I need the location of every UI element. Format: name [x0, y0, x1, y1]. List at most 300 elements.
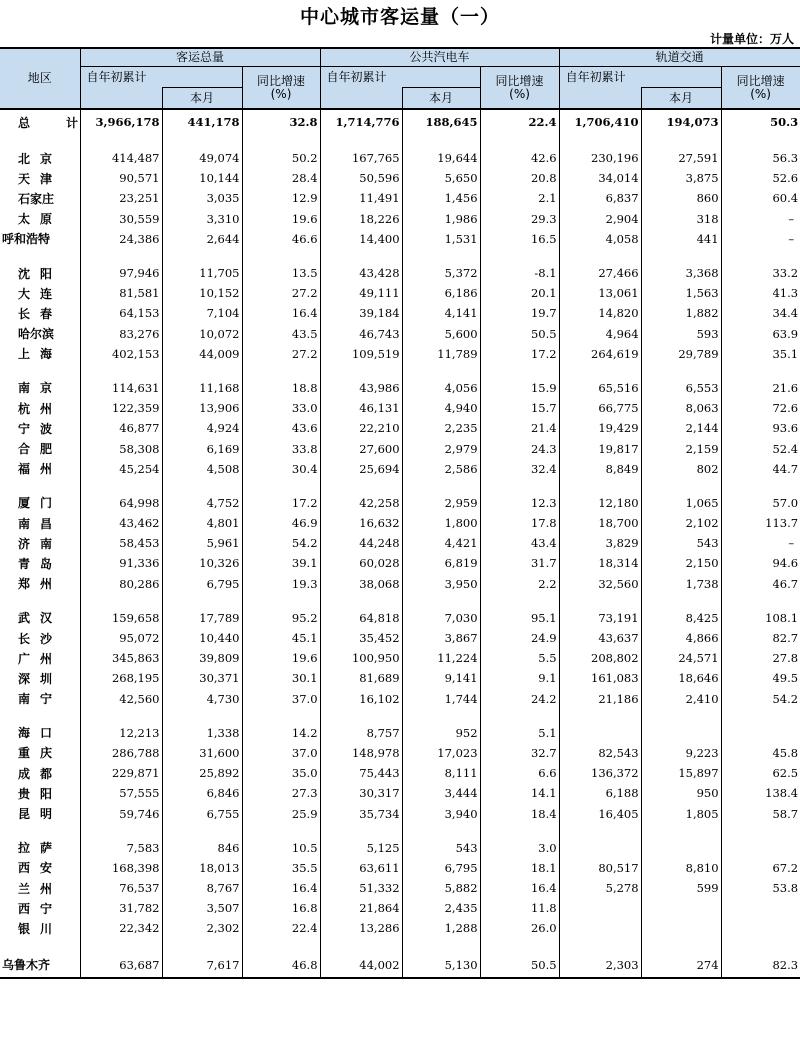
table-cell: 12.9 [242, 188, 320, 208]
table-cell: 21,864 [320, 898, 402, 918]
table-row [0, 783, 800, 803]
city-name: 长春 [18, 306, 63, 321]
table-cell: 6,837 [559, 188, 641, 208]
table-cell: 90,571 [80, 168, 162, 188]
table-row [0, 303, 800, 323]
city-name: 深圳 [18, 671, 63, 686]
spacer-row [0, 594, 800, 608]
table-cell: 229,871 [80, 763, 162, 783]
table-cell: 24,571 [641, 648, 721, 668]
table-cell: 2,302 [162, 918, 242, 938]
table-cell: 25.9 [242, 803, 320, 823]
table-cell: 76,537 [80, 878, 162, 898]
table-cell: 34.4 [721, 303, 800, 323]
table-cell: 52.4 [721, 438, 800, 458]
table-cell: 44.7 [721, 459, 800, 479]
table-cell: 109,519 [320, 344, 402, 364]
city-name: 石家庄 [18, 191, 55, 206]
city-name: 海口 [18, 726, 63, 741]
table-cell: 30,371 [162, 668, 242, 688]
table-cell: 4,801 [162, 513, 242, 533]
table-cell: 43,986 [320, 378, 402, 398]
table-cell: 5.5 [480, 648, 559, 668]
table-cell: 230,196 [559, 148, 641, 168]
table-cell [559, 838, 641, 858]
table-cell: 4,058 [559, 229, 641, 249]
table-row [0, 953, 800, 978]
table-cell: 4,964 [559, 324, 641, 344]
table-body [0, 109, 800, 978]
table-cell: 11,789 [402, 344, 480, 364]
table-cell: 45.1 [242, 628, 320, 648]
table-row [0, 168, 800, 188]
table-cell: 1,065 [641, 493, 721, 513]
pct-header: 同比增速 (%) [721, 67, 800, 110]
table-cell: 1,456 [402, 188, 480, 208]
table-cell: 3,940 [402, 803, 480, 823]
table-cell: 27.3 [242, 783, 320, 803]
table-cell: 32.8 [242, 109, 320, 134]
table-cell: 2,235 [402, 418, 480, 438]
table-row [0, 574, 800, 594]
city-name: 福州 [18, 462, 63, 477]
table-cell: 24.3 [480, 438, 559, 458]
table-cell: 18.8 [242, 378, 320, 398]
table-cell: 18,013 [162, 858, 242, 878]
table-cell: 18.1 [480, 858, 559, 878]
table-cell: 95.1 [480, 608, 559, 628]
table-cell: 60,028 [320, 553, 402, 573]
table-cell: 4,056 [402, 378, 480, 398]
table-cell: 63.9 [721, 324, 800, 344]
table-cell: 21,186 [559, 689, 641, 709]
table-cell: 2,644 [162, 229, 242, 249]
table-cell: 20.1 [480, 283, 559, 303]
table-cell: 2,435 [402, 898, 480, 918]
table-cell: 4,141 [402, 303, 480, 323]
table-cell: 43,637 [559, 628, 641, 648]
table-cell: 23,251 [80, 188, 162, 208]
city-name: 哈尔滨 [18, 327, 55, 342]
table-cell: 16.4 [480, 878, 559, 898]
city-name: 青岛 [18, 556, 63, 571]
city-name: 太原 [18, 212, 63, 227]
table-cell: 1,986 [402, 209, 480, 229]
table-cell: 21.4 [480, 418, 559, 438]
table-cell [721, 723, 800, 743]
table-cell: 5,372 [402, 263, 480, 283]
city-name: 成都 [18, 766, 63, 781]
table-cell: 7,030 [402, 608, 480, 628]
table-cell: 95,072 [80, 628, 162, 648]
table-cell: 108.1 [721, 608, 800, 628]
table-cell: 13,906 [162, 398, 242, 418]
table-cell: 5,600 [402, 324, 480, 344]
table-cell: 30.1 [242, 668, 320, 688]
table-cell: 15.7 [480, 398, 559, 418]
table-cell: 5,650 [402, 168, 480, 188]
table-row [0, 418, 800, 438]
table-cell [721, 838, 800, 858]
table-cell: 1,800 [402, 513, 480, 533]
table-cell: – [721, 209, 800, 229]
table-cell: 24.9 [480, 628, 559, 648]
table-cell: 7,617 [162, 953, 242, 978]
table-cell: 81,689 [320, 668, 402, 688]
accum-header: 自年初累计 [320, 67, 480, 88]
table-cell: 27.2 [242, 344, 320, 364]
table-cell: 29.3 [480, 209, 559, 229]
table-cell: 114,631 [80, 378, 162, 398]
table-cell: 43.5 [242, 324, 320, 344]
table-cell: 95.2 [242, 608, 320, 628]
table-cell: 27,600 [320, 438, 402, 458]
table-cell: 5,130 [402, 953, 480, 978]
table-cell: 31.7 [480, 553, 559, 573]
table-cell: – [721, 229, 800, 249]
table-cell: 11,491 [320, 188, 402, 208]
table-cell: 6,846 [162, 783, 242, 803]
table-cell: 16,102 [320, 689, 402, 709]
table-cell: 62.5 [721, 763, 800, 783]
table-cell: 14.1 [480, 783, 559, 803]
total-row [0, 109, 800, 134]
table-cell: 35,452 [320, 628, 402, 648]
table-cell: 1,882 [641, 303, 721, 323]
accum-header: 自年初累计 [559, 67, 721, 88]
table-cell: 6,755 [162, 803, 242, 823]
table-cell: 15,897 [641, 763, 721, 783]
table-cell: 30.4 [242, 459, 320, 479]
table-row [0, 608, 800, 628]
table-cell: 268,195 [80, 668, 162, 688]
table-cell: 83,276 [80, 324, 162, 344]
table-cell: 1,805 [641, 803, 721, 823]
table-cell: 8,767 [162, 878, 242, 898]
table-cell: 18,646 [641, 668, 721, 688]
table-cell: 17.8 [480, 513, 559, 533]
table-cell: 26.0 [480, 918, 559, 938]
table-cell: 39.1 [242, 553, 320, 573]
table-cell: 81,581 [80, 283, 162, 303]
table-cell: 11,168 [162, 378, 242, 398]
table-cell: 45,254 [80, 459, 162, 479]
city-name: 沈阳 [18, 266, 63, 281]
table-cell: 21.6 [721, 378, 800, 398]
table-cell: 168,398 [80, 858, 162, 878]
accum-header: 自年初累计 [80, 67, 242, 88]
table-cell: 11,705 [162, 263, 242, 283]
table-cell: 286,788 [80, 743, 162, 763]
table-cell: 2,904 [559, 209, 641, 229]
table-cell: 66,775 [559, 398, 641, 418]
table-cell: 17,023 [402, 743, 480, 763]
table-cell: 43,428 [320, 263, 402, 283]
table-cell: 10,144 [162, 168, 242, 188]
city-name: 广州 [18, 651, 63, 666]
table-cell: 4,924 [162, 418, 242, 438]
table-cell: 3,867 [402, 628, 480, 648]
month-header: 本月 [162, 88, 242, 110]
table-cell: 75,443 [320, 763, 402, 783]
table-cell: 46.6 [242, 229, 320, 249]
table-cell: 22.4 [480, 109, 559, 134]
city-name: 西宁 [18, 901, 63, 916]
table-cell: 32,560 [559, 574, 641, 594]
city-name: 贵阳 [18, 786, 63, 801]
table-cell: 8,849 [559, 459, 641, 479]
city-name: 杭州 [18, 401, 63, 416]
table-cell: 138.4 [721, 783, 800, 803]
table-cell: 7,104 [162, 303, 242, 323]
table-cell: 43.4 [480, 533, 559, 553]
table-cell [721, 898, 800, 918]
city-name: 上海 [18, 347, 63, 362]
table-cell: 208,802 [559, 648, 641, 668]
city-name: 北京 [18, 151, 63, 166]
table-row [0, 918, 800, 938]
table-cell: 2,959 [402, 493, 480, 513]
table-cell: 16.4 [242, 878, 320, 898]
city-name: 西安 [18, 861, 63, 876]
table-cell: 22,210 [320, 418, 402, 438]
table-cell: 860 [641, 188, 721, 208]
table-cell: 543 [641, 533, 721, 553]
table-cell: 50.3 [721, 109, 800, 134]
table-cell: 5,125 [320, 838, 402, 858]
table-cell: 8,425 [641, 608, 721, 628]
table-cell: 4,752 [162, 493, 242, 513]
spacer-row [0, 824, 800, 838]
table-cell: 28.4 [242, 168, 320, 188]
table-cell: 57.0 [721, 493, 800, 513]
table-cell: 188,645 [402, 109, 480, 134]
table-cell: 3,310 [162, 209, 242, 229]
table-cell: 10,072 [162, 324, 242, 344]
table-cell: 2.1 [480, 188, 559, 208]
table-cell: 1,706,410 [559, 109, 641, 134]
table-cell: 10.5 [242, 838, 320, 858]
table-cell: 41.3 [721, 283, 800, 303]
table-cell: 52.6 [721, 168, 800, 188]
city-name: 总 计 [0, 109, 80, 134]
table-cell: 6,186 [402, 283, 480, 303]
table-cell: 45.8 [721, 743, 800, 763]
table-cell: 2,586 [402, 459, 480, 479]
table-row [0, 398, 800, 418]
table-cell: 27,591 [641, 148, 721, 168]
table-row [0, 689, 800, 709]
city-name: 昆明 [18, 807, 63, 822]
table-cell: 82.3 [721, 953, 800, 978]
table-row [0, 628, 800, 648]
table-row [0, 283, 800, 303]
table-row [0, 459, 800, 479]
table-cell: 42,258 [320, 493, 402, 513]
table-cell: 44,248 [320, 533, 402, 553]
table-cell: 24,386 [80, 229, 162, 249]
table-cell: 63,611 [320, 858, 402, 878]
table-cell: 46,743 [320, 324, 402, 344]
table-cell: 60.4 [721, 188, 800, 208]
table-cell: 1,531 [402, 229, 480, 249]
table-cell: 10,440 [162, 628, 242, 648]
table-cell: 64,818 [320, 608, 402, 628]
table-cell: 17.2 [480, 344, 559, 364]
city-name: 呼和浩特 [2, 232, 51, 247]
table-cell: 18,700 [559, 513, 641, 533]
table-row [0, 858, 800, 878]
table-cell: 19,644 [402, 148, 480, 168]
table-row [0, 209, 800, 229]
table-cell: 122,359 [80, 398, 162, 418]
table-cell: 4,421 [402, 533, 480, 553]
table-cell: 18.4 [480, 803, 559, 823]
table-cell: 15.9 [480, 378, 559, 398]
table-row [0, 898, 800, 918]
table-cell: 2,303 [559, 953, 641, 978]
table-cell: 5,961 [162, 533, 242, 553]
table-cell: 16.4 [242, 303, 320, 323]
table-cell: 194,073 [641, 109, 721, 134]
table-cell [641, 898, 721, 918]
table-row [0, 648, 800, 668]
table-cell: 19.6 [242, 648, 320, 668]
pct-header: 同比增速 (%) [242, 67, 320, 110]
table-row [0, 803, 800, 823]
table-cell: 3,368 [641, 263, 721, 283]
table-cell: 35.5 [242, 858, 320, 878]
table-cell: 19.7 [480, 303, 559, 323]
table-cell: 167,765 [320, 148, 402, 168]
table-cell: 63,687 [80, 953, 162, 978]
spacer-row [0, 709, 800, 723]
city-name: 拉萨 [18, 841, 63, 856]
table-cell: 9,141 [402, 668, 480, 688]
table-cell: 31,782 [80, 898, 162, 918]
table-cell: 97,946 [80, 263, 162, 283]
table-cell: 51,332 [320, 878, 402, 898]
table-cell: 54.2 [242, 533, 320, 553]
table-cell: 22.4 [242, 918, 320, 938]
city-name: 郑州 [18, 577, 63, 592]
table-cell: 46.8 [242, 953, 320, 978]
table-row [0, 838, 800, 858]
table-cell: 67.2 [721, 858, 800, 878]
table-cell: 4,508 [162, 459, 242, 479]
table-row [0, 188, 800, 208]
city-name: 武汉 [18, 611, 63, 626]
table-row [0, 668, 800, 688]
city-name: 重庆 [18, 746, 63, 761]
city-name: 南宁 [18, 692, 63, 707]
table-cell: 44,009 [162, 344, 242, 364]
city-name: 南昌 [18, 516, 63, 531]
table-cell: 16,405 [559, 803, 641, 823]
table-cell: 2,144 [641, 418, 721, 438]
table-row [0, 723, 800, 743]
table-cell: 3,035 [162, 188, 242, 208]
table-cell: 4,730 [162, 689, 242, 709]
table-cell: 54.2 [721, 689, 800, 709]
table-cell: 599 [641, 878, 721, 898]
table-cell: 1,744 [402, 689, 480, 709]
spacer-row [0, 134, 800, 148]
table-cell: 14,820 [559, 303, 641, 323]
table-cell: 59,746 [80, 803, 162, 823]
table-cell: 593 [641, 324, 721, 344]
spacer-row [0, 939, 800, 953]
table-cell: 49.5 [721, 668, 800, 688]
table-cell: 82,543 [559, 743, 641, 763]
spacer-row [0, 249, 800, 263]
table-cell: 33.0 [242, 398, 320, 418]
table-cell: 35.1 [721, 344, 800, 364]
table-cell: 10,326 [162, 553, 242, 573]
table-cell: 8,757 [320, 723, 402, 743]
table-cell: 4,866 [641, 628, 721, 648]
table-cell: 6,795 [402, 858, 480, 878]
table-cell: 58,453 [80, 533, 162, 553]
spacer-row [0, 364, 800, 378]
table-cell: 950 [641, 783, 721, 803]
city-name: 厦门 [18, 496, 63, 511]
table-row [0, 878, 800, 898]
table-cell: 6,188 [559, 783, 641, 803]
table-row [0, 324, 800, 344]
table-cell: 5,882 [402, 878, 480, 898]
table-cell: 543 [402, 838, 480, 858]
city-name: 银川 [18, 921, 63, 936]
table-cell: 2,150 [641, 553, 721, 573]
table-cell: 16.5 [480, 229, 559, 249]
table-cell: – [721, 533, 800, 553]
table-cell: 39,809 [162, 648, 242, 668]
table-cell: 5,278 [559, 878, 641, 898]
city-name: 南京 [18, 381, 63, 396]
table-row [0, 513, 800, 533]
table-cell: 3,507 [162, 898, 242, 918]
table-cell [641, 838, 721, 858]
group-header-rail: 轨道交通 [559, 48, 800, 67]
table-cell: 19.3 [242, 574, 320, 594]
table-row [0, 229, 800, 249]
table-cell: 35.0 [242, 763, 320, 783]
table-cell: 148,978 [320, 743, 402, 763]
page-title: 中心城市客运量（一） [299, 6, 500, 28]
table-cell: 9,223 [641, 743, 721, 763]
passenger-table [0, 47, 800, 979]
table-cell: 27.8 [721, 648, 800, 668]
table-cell: 35,734 [320, 803, 402, 823]
table-cell [721, 918, 800, 938]
table-cell: 10,152 [162, 283, 242, 303]
table-cell: 19.6 [242, 209, 320, 229]
table-cell: 14.2 [242, 723, 320, 743]
table-cell: 19,429 [559, 418, 641, 438]
city-name: 乌鲁木齐 [0, 953, 80, 978]
table-cell: 159,658 [80, 608, 162, 628]
table-cell: 46.9 [242, 513, 320, 533]
table-cell: 44,002 [320, 953, 402, 978]
table-cell: 5.1 [480, 723, 559, 743]
table-cell: 39,184 [320, 303, 402, 323]
city-name: 大连 [18, 286, 63, 301]
table-cell [559, 723, 641, 743]
table-cell: 29,789 [641, 344, 721, 364]
table-cell [559, 898, 641, 918]
table-cell: 274 [641, 953, 721, 978]
